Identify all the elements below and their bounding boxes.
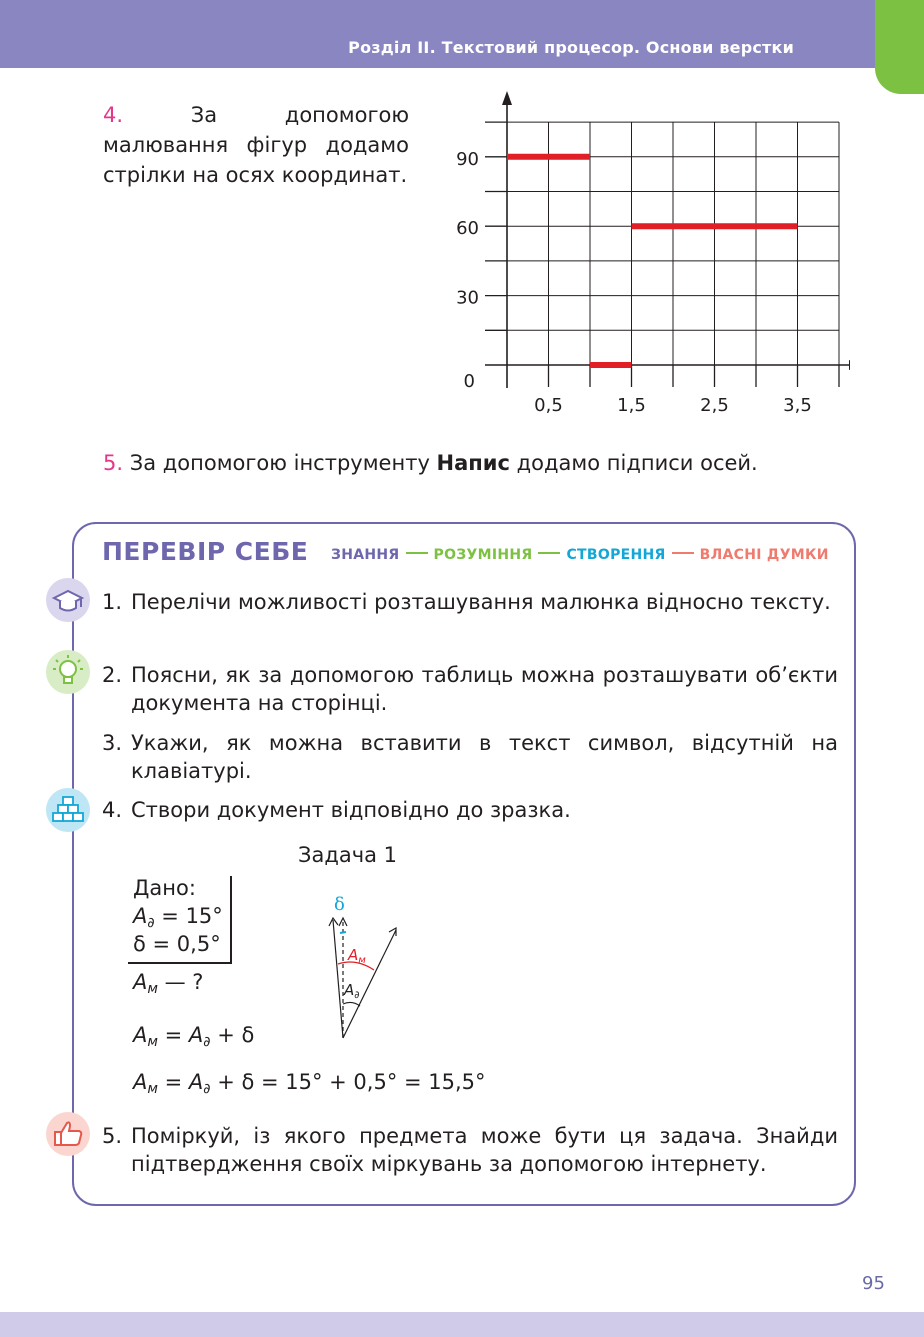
var-a: A (348, 946, 359, 964)
sub-d: ∂ (203, 1081, 211, 1097)
var-a: A (188, 1023, 204, 1047)
section-title: Розділ ІІ. Текстовий процесор. Основи верстки (348, 38, 794, 57)
calc-rest: + δ = 15° + 0,5° = 15,5° (210, 1070, 486, 1094)
legend-divider (672, 552, 694, 554)
magnetic-line (333, 920, 343, 1038)
true-angle-arc (343, 1002, 360, 1006)
creation-badge (46, 788, 90, 832)
question-number: 3. (102, 731, 123, 755)
y-tick-label: 0 (463, 371, 475, 392)
x-tick-label: 0,5 (534, 395, 563, 416)
question-text: Перелічи можливості розташування малюнка відносно тексту. (131, 590, 831, 614)
question-text: Поміркуй, із якого предмета може бути ця задача. Знайди підтвердження своїх міркувань за допомогою інтернету. (131, 1124, 838, 1176)
y-tick-label: 60 (456, 218, 479, 240)
sub-d: ∂ (203, 1034, 211, 1050)
y-axis-arrow (502, 91, 512, 105)
var-a: A (188, 1070, 204, 1094)
step-5-text-before: За допомогою інструменту (129, 451, 437, 475)
check-yourself-box (72, 522, 856, 1206)
knowledge-badge (46, 578, 90, 622)
coordinate-chart (440, 85, 850, 425)
y-tick-label: 90 (456, 148, 479, 170)
legend-divider (538, 552, 560, 554)
delta-mark (340, 932, 346, 933)
step-5 (103, 448, 863, 478)
step-4-text: За допомогою малювання фігур додамо стрілки на осях координат. (103, 103, 409, 187)
formula-line (133, 1021, 254, 1052)
question-3 (102, 729, 838, 785)
question-number: 4. (102, 798, 123, 822)
thumbs-up-icon (46, 1112, 90, 1156)
question-number: 1. (102, 590, 123, 614)
sub-m: м (147, 1034, 158, 1050)
check-yourself-title: ПЕРЕВІР СЕБЕ (102, 537, 309, 566)
legend-own-thoughts: ВЛАСНІ ДУМКИ (699, 547, 829, 563)
step-4 (103, 100, 409, 190)
step-5-text-after: додамо підписи осей. (509, 451, 758, 475)
diagram-am-label (347, 946, 366, 966)
sub-m: м (147, 1081, 158, 1097)
legend-divider (406, 552, 428, 554)
sub-m: м (147, 981, 158, 997)
angle-diagram (310, 888, 420, 1048)
understanding-badge (46, 650, 90, 694)
given-line-1 (133, 902, 223, 933)
graduation-cap-icon (46, 578, 90, 622)
step-4-number: 4. (103, 103, 124, 127)
sub-m: м (358, 955, 366, 966)
x-tick-label: 1,5 (617, 395, 646, 416)
page-footer (0, 1312, 924, 1337)
task-title: Задача 1 (298, 843, 398, 867)
blocks-icon (46, 788, 90, 832)
legend-creation: СТВОРЕННЯ (566, 547, 666, 563)
var-a: A (133, 1023, 148, 1047)
question-number: 2. (102, 663, 123, 687)
question-4 (102, 796, 838, 824)
question-2 (102, 661, 838, 717)
given-line-2: δ = 0,5° (133, 932, 221, 956)
find-line (133, 968, 203, 999)
chapter-tab (875, 0, 924, 94)
question-number: 5. (102, 1124, 123, 1148)
lightbulb-icon (46, 650, 90, 694)
step-5-number: 5. (103, 451, 124, 475)
eq: = (157, 1070, 189, 1094)
x-tick-label: 3,5 (783, 395, 812, 416)
given-label: Дано: (133, 876, 196, 900)
sub-d: ∂ (147, 915, 155, 931)
var-a: A (133, 1070, 148, 1094)
plus-delta: + δ (210, 1023, 255, 1047)
skills-legend (331, 547, 829, 563)
diagram-ad-label (343, 981, 359, 1001)
diagram-delta-label: δ (334, 894, 345, 915)
given-1-value: = 15° (154, 904, 223, 928)
y-tick-label: 30 (456, 287, 479, 309)
question-text: Створи документ відповідно до зразка. (131, 798, 571, 822)
sub-d: ∂ (354, 990, 360, 1001)
var-a: A (133, 904, 148, 928)
eq: = (157, 1023, 189, 1047)
question-5 (102, 1122, 838, 1178)
page-number: 95 (862, 1273, 885, 1294)
var-a: A (344, 981, 355, 999)
page-header (0, 0, 880, 68)
own-thoughts-badge (46, 1112, 90, 1156)
x-axis-arrow (849, 360, 850, 370)
question-text: Поясни, як за допомогою таблиць можна розташувати об’єкти документа на сторінці. (131, 663, 838, 715)
legend-knowledge: ЗНАННЯ (331, 547, 400, 563)
question-text: Укажи, як можна вставити в текст символ, відсутній на клавіатурі. (131, 731, 838, 783)
calculation-line (133, 1068, 486, 1099)
legend-understanding: РОЗУМІННЯ (433, 547, 533, 563)
var-a: A (133, 970, 148, 994)
question-1 (102, 588, 838, 616)
step-5-bold: Напис (436, 451, 510, 475)
find-rest: — ? (157, 970, 204, 994)
x-tick-label: 2,5 (700, 395, 729, 416)
